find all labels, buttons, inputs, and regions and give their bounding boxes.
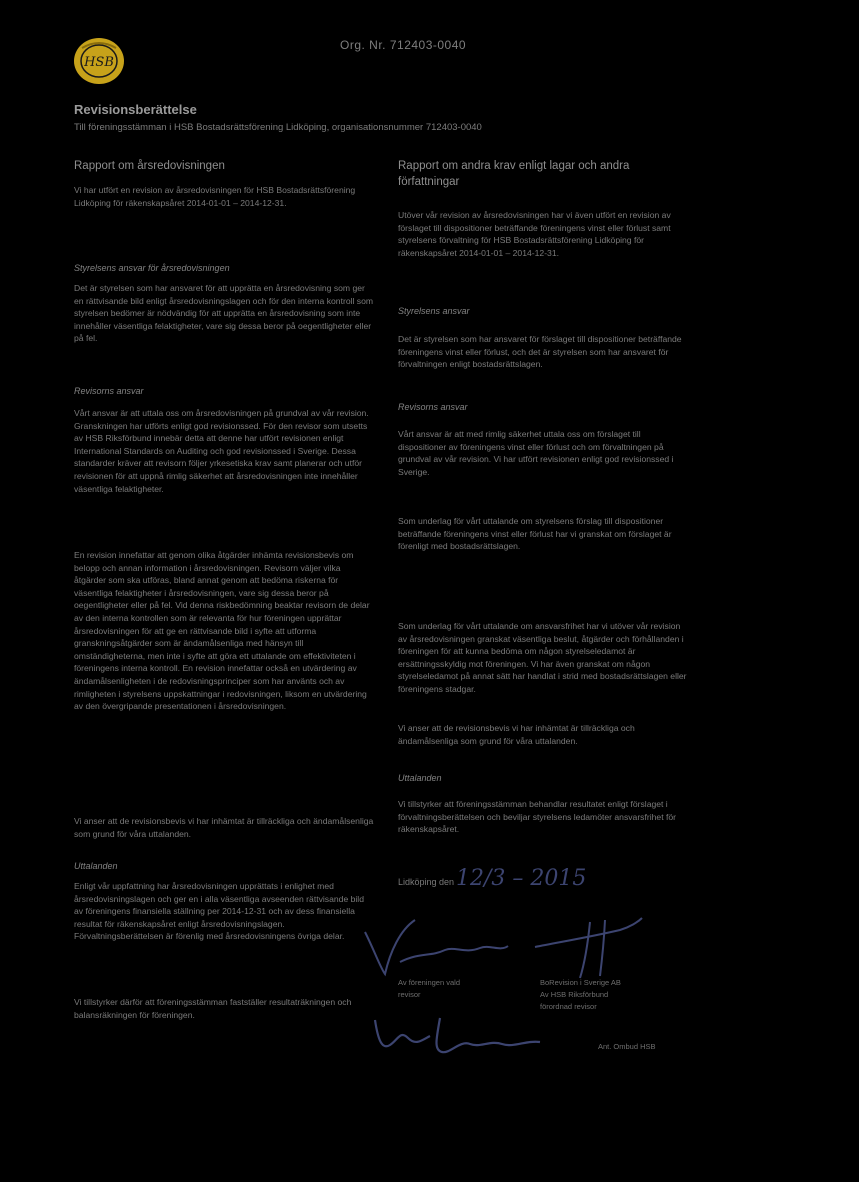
heading-statements-right (398, 772, 690, 785)
svg-text:HSB: HSB (84, 55, 114, 70)
heading-auditor-responsibility (74, 385, 374, 398)
left-auditor-paragraph-1: Vårt ansvar är att uttala oss om årsredovisningen på grundval av vår revision. Granskningen har utförts enligt god revisionssed. För den revisor som utsetts av HSB Riksförbund innebär detta att denne har utfört revisionen enligt International Standards on Auditing och god revisionssed i Sverige. Dessa standarder kräver att revisorn följer yrkesetiska krav samt planerar och utför revisionen för att uppnå rimlig säkerhet att årsredovisningen inte innehåller väsentliga felaktigheter. (74, 408, 369, 494)
place-label: Lidköping den (398, 877, 455, 887)
right-auditor-paragraph-4: Vi anser att de revisionsbevis vi har inhämtat är tillräckliga och ändamålsenliga som grund för våra uttalanden. (398, 723, 635, 746)
heading-auditor-right-text: Revisorns ansvar (398, 402, 468, 412)
org-number: Org. Nr. 712403-0040 (340, 38, 467, 52)
left-final-paragraph: Vi tillstyrker därför att föreningsstämman fastställer resultaträkningen och balansräkningen för föreningen. (74, 997, 352, 1020)
document-title: Revisionsberättelse (74, 102, 197, 117)
right-intro: Utöver vår revision av årsredovisningen har vi även utfört en revision av förslaget till dispositioner beträffande föreningens vinst eller förlust samt styrelsens förvaltning för HSB Bostadsrättsförening Lidköping för räkenskapsåret 2014-01-01 – 2014-12-31. (398, 210, 671, 258)
left-signer-role: revisor (398, 990, 421, 999)
heading-auditor-text: Revisorns ansvar (74, 386, 144, 396)
signature-third (370, 1010, 550, 1060)
right-signer-org: Av HSB Riksförbund (540, 990, 609, 999)
left-auditor-paragraph-3: Vi anser att de revisionsbevis vi har inhämtat är tillräckliga och ändamålsenliga som grund för våra uttalanden. (74, 816, 374, 839)
heading-statements-right-text: Uttalanden (398, 773, 442, 783)
handwritten-date: 12/3 – 2015 (456, 866, 587, 891)
heading-statements-left (74, 860, 374, 873)
heading-board-text: Styrelsens ansvar för årsredovisningen (74, 263, 230, 273)
document-subtitle: Till föreningsstämman i HSB Bostadsrättsförening Lidköping, organisationsnummer 712403-0040 (74, 122, 482, 133)
right-signer-name: BoRevision i Sverige AB (540, 978, 621, 987)
left-auditor-paragraph-2: En revision innefattar att genom olika åtgärder inhämta revisionsbevis om belopp och annan information i årsredovisningen. Revisorn väljer vilka åtgärder som ska utföras, bland annat genom att bedöma riskerna för väsentliga felaktigheter i årsredovisningen, vare sig dessa beror på oegentligheter eller på fel. Vid denna riskbedömning beaktar revisorn de delar av den interna kontrollen som är relevanta för hur föreningen upprättar årsredovisningen för att ge en rättvisande bild i syfte att utforma granskningsåtgärder som är ändamålsenliga med hänsyn till omständigheterna, men inte i syfte att göra ett uttalande om effektiviteten i föreningens interna kontroll. En revision innefattar också en utvärdering av ändamålsenligheten i de redovisningsprinciper som har använts och av rimligheten i styrelsens uppskattningar i redovisningen, liksom en utvärdering av den övergripande presentationen i årsredovisningen. (74, 550, 370, 712)
stamp-text: Ant. Ombud HSB (598, 1042, 656, 1051)
right-heading-other (398, 158, 690, 190)
right-auditor-paragraph-2: Som underlag för vårt uttalande om styrelsens förslag till dispositioner beträffande föreningens vinst eller förlust har vi granskat om förslaget är förenligt med bostadsrättslagen. (398, 516, 672, 552)
left-intro: Vi har utfört en revision av årsredovisningen för HSB Bostadsrättsförening Lidköping för räkenskapsåret 2014-01-01 – 2014-12-31. (74, 185, 356, 208)
heading-board-right-text: Styrelsens ansvar (398, 306, 470, 316)
right-auditor-paragraph-1: Vårt ansvar är att med rimlig säkerhet uttala oss om förslaget till dispositioner av föreningens vinst eller förlust och om förvaltningen på grundval av vår revision. Vi har utfört revisionen enligt god revisionssed i Sverige. (398, 429, 674, 477)
left-board-paragraph: Det är styrelsen som har ansvaret för att upprätta en årsredovisning som ger en rättvisande bild enligt årsredovisningslagen och för den interna kontroll som styrelsen bedömer är nödvändig för att upprätta en årsredovisning som inte innehåller väsentliga felaktigheter, vare sig dessa beror på oegentligheter eller på fel. (74, 283, 374, 344)
signature-right (530, 912, 645, 982)
right-auditor-paragraph-3: Som underlag för vårt uttalande om ansvarsfrihet har vi utöver vår revision av årsredovisningen granskat väsentliga beslut, åtgärder och förhållanden i föreningen för att kunna bedöma om någon styrelseledamot är ersättningsskyldig mot föreningen. Vi har även granskat om någon styrelseledamot på annat sätt har handlat i strid med bostadsrättslagen eller föreningens stadgar. (398, 621, 687, 694)
heading-board-responsibility (74, 262, 374, 275)
left-column (74, 158, 374, 174)
heading-report-other: Rapport om andra krav enligt lagar och andra författningar (398, 160, 630, 188)
hsb-logo (72, 36, 126, 86)
heading-board-responsibility-right (398, 305, 690, 318)
heading-statements-left-text: Uttalanden (74, 861, 118, 871)
left-signer-title: Av föreningen vald (398, 978, 460, 987)
left-statements-paragraph: Enligt vår uppfattning har årsredovisningen upprättats i enlighet med årsredovisningslagen och ger en i alla väsentliga avseenden rättvisande bild av föreningens finansiella ställning per 2014-12-31 och av dess finansiella resultat för räkenskapsåret enligt årsredovisningslagen. Förvaltningsberättelsen är förenlig med årsredovisningens övriga delar. (74, 881, 364, 942)
heading-auditor-responsibility-right (398, 401, 690, 414)
right-board-paragraph: Det är styrelsen som har ansvaret för förslaget till dispositioner beträffande föreningens vinst eller förlust, och det är styrelsen som har ansvaret för förvaltningen enligt bostadsrättslagen. (398, 334, 682, 370)
right-statements-paragraph: Vi tillstyrker att föreningsstämman behandlar resultatet enligt förslaget i förvaltningsberättelsen och beviljar styrelsens ledamöter ansvarsfrihet för räkenskapsåret. (398, 799, 676, 835)
right-signer-role: förordnad revisor (540, 1002, 597, 1011)
heading-report-annual: Rapport om årsredovisningen (74, 160, 225, 172)
signature-left (360, 912, 510, 982)
